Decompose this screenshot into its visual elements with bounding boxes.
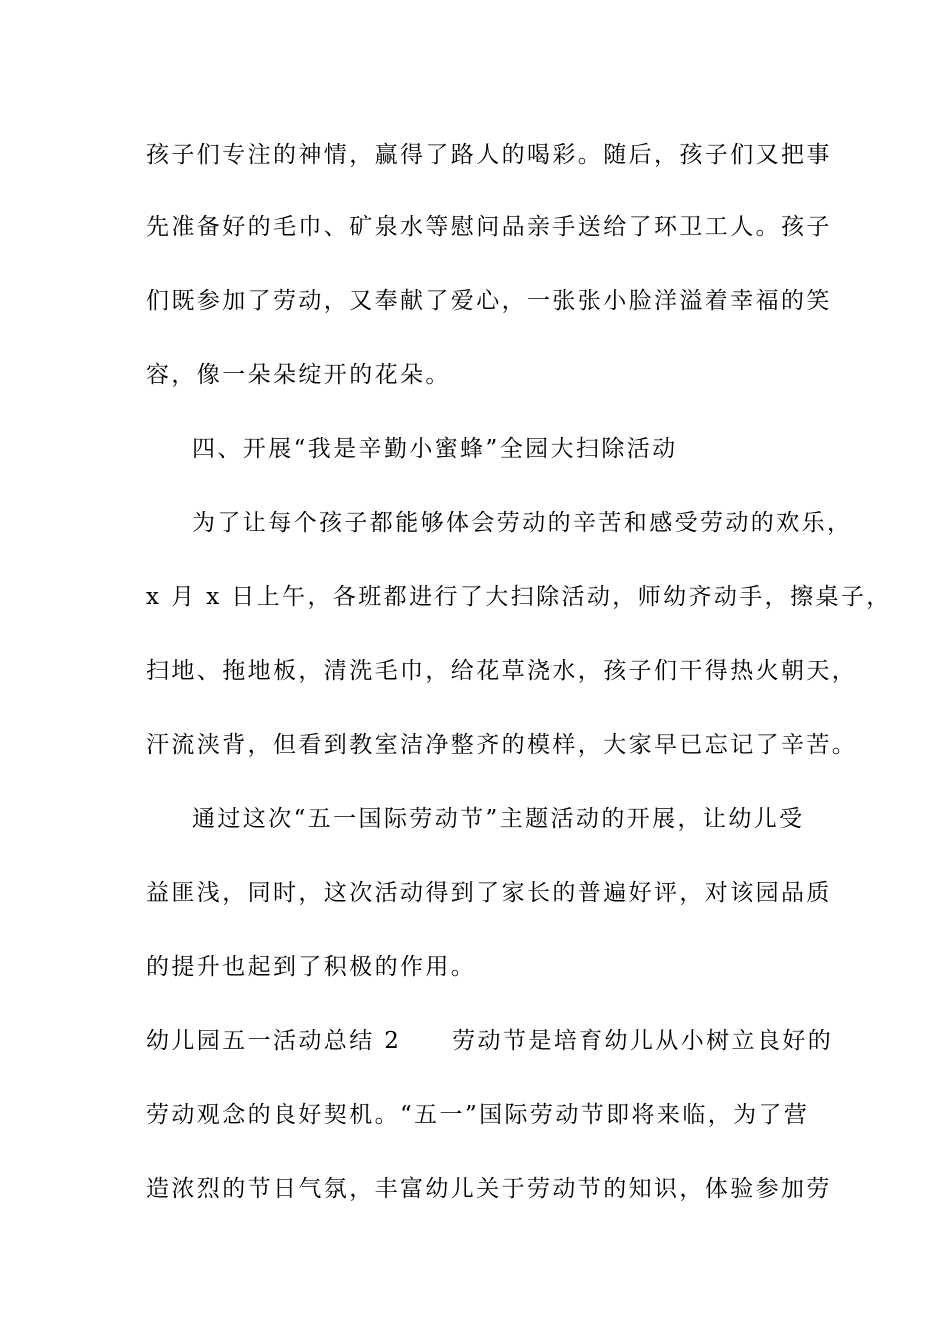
paragraph-line: 汗流浃背，但看到教室洁净整齐的模样，大家早已忘记了辛苦。 [146,732,858,758]
paragraph-line: x 月 x 日上午，各班都进行了大扫除活动，师幼齐动手，擦桌子， [146,584,892,610]
paragraph-line: 为了让每个孩子都能够体会劳动的辛苦和感受劳动的欢乐， [192,510,853,536]
paragraph-line: 通过这次“五一国际劳动节”主题活动的开展，让幼儿受 [192,806,805,832]
paragraph-line: 先准备好的毛巾、矿泉水等慰问品亲手送给了环卫工人。孩子 [146,214,832,240]
document-title-line: 幼儿园五一活动总结 2 劳动节是培育幼儿从小树立良好的 [146,1028,834,1054]
paragraph-line: 益匪浅，同时，这次活动得到了家长的普遍好评，对该园品质 [146,880,832,906]
paragraph-line: 扫地、拖地板，清洗毛巾，给花草浇水，孩子们干得热火朝天， [146,658,858,684]
paragraph-line: 孩子们专注的神情，赢得了路人的喝彩。随后，孩子们又把事 [146,142,832,168]
paragraph-line: 劳动观念的良好契机。“五一”国际劳动节即将来临，为了营 [146,1102,810,1128]
section-heading: 四、开展“我是辛勤小蜜蜂”全园大扫除活动 [192,436,678,462]
paragraph-line: 们既参加了劳动，又奉献了爱心，一张张小脸洋溢着幸福的笑 [146,288,832,314]
paragraph-line: 的提升也起到了积极的作用。 [146,954,477,980]
paragraph-line: 造浓烈的节日气氛，丰富幼儿关于劳动节的知识，体验参加劳 [146,1176,832,1202]
paragraph-line: 容，像一朵朵绽开的花朵。 [146,362,451,388]
